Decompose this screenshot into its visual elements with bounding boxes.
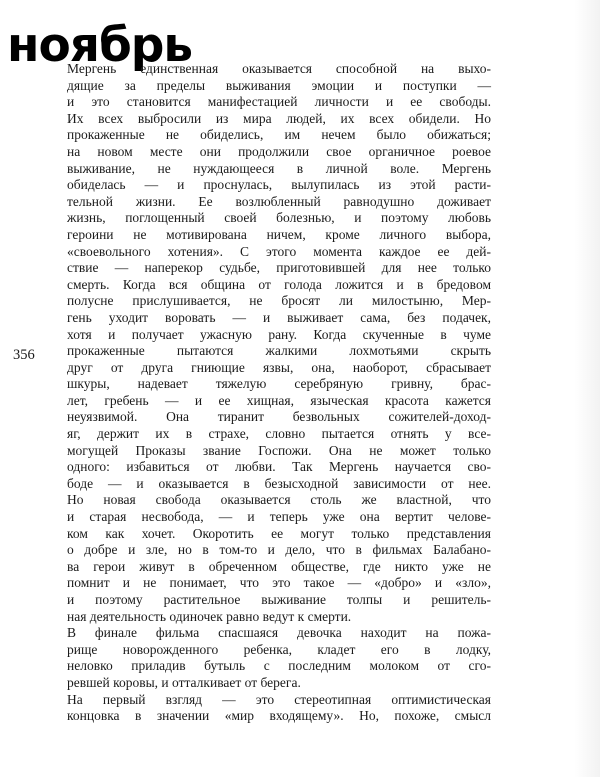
text-line: рище новорожденного ребенка, кладет его в лодку, (67, 641, 491, 657)
page-number: 356 (13, 347, 35, 363)
text-line: одного: избавиться от любви. Так Мергень научается сво- (67, 459, 491, 475)
text-line: обиделась — и проснулась, вылупилась из этой расти- (67, 177, 491, 193)
text-line: тельной жизни. Ее возлюбленный равнодушно доживает (67, 193, 491, 209)
text-line: концовка в значении «мир входящему». Но, похоже, смысл (67, 708, 491, 724)
text-line: ва герои живут в обреченном обществе, где никто уже не (67, 558, 491, 574)
text-line: жизнь, поглощенный своей болезнью, и поэтому любовь (67, 210, 491, 226)
text-line: ная деятельность одиночек равно ведут к смерти. (67, 608, 352, 624)
text-line: «своевольного хотения». С этого момента каждое ее дей- (67, 243, 491, 259)
text-line: ком как хочет. Окоротить ее могут только представления (67, 525, 491, 541)
text-line: полусне прислушивается, не бросят ли милостыню, Мер- (67, 293, 491, 309)
text-line: прокаженные пытаются жалкими лохмотьями скрыть (67, 343, 491, 359)
text-line: яг, держит их в страхе, словно пытается отнять у все- (67, 426, 491, 442)
paragraph (67, 692, 491, 725)
text-line: неловко приладив бутыль с последним молоком от сго- (67, 658, 491, 674)
paragraph (67, 61, 491, 625)
text-line: Мергень единственная оказывается способной на выхо- (67, 61, 491, 76)
text-line: хотя и получает ужасную рану. Когда скученные в чуме (67, 326, 491, 342)
text-line: ревшей коровы, и отталкивает от берега. (67, 674, 301, 690)
text-line: гень уходит воровать — и выживает сама, без подачек, (67, 309, 491, 325)
text-line: дящие за пределы выживания эмоции и поступки — (67, 77, 491, 93)
text-line: Их всех выбросили из мира людей, их всех обидели. Но (67, 110, 491, 126)
text-line: шкуры, надевает тяжелую серебряную гривну, брас- (67, 376, 491, 392)
text-line: выживание, не нуждающееся в личной воле. Мергень (67, 160, 491, 176)
text-line: помнит и не понимает, что это такое — «добро» и «зло», (67, 575, 491, 591)
text-line: Но новая свобода оказывается столь же властной, что (67, 492, 491, 508)
text-line: друг от друга гниющие язвы, она, наоборот, сбрасывает (67, 359, 491, 375)
page-edge-shadow (574, 0, 600, 777)
page-heading: ноябрь (7, 18, 193, 74)
text-line: неуязвимой. Она тиранит безвольных сожителей-доход- (67, 409, 491, 425)
text-line: и это становится манифестацией личности и ее свободы. (67, 94, 491, 110)
text-line: боде — и оказывается в безысходной зависимости от нее. (67, 475, 491, 491)
text-line: героини не мотивирована ничем, кроме личного выбора, (67, 226, 491, 242)
text-line: и поэтому растительное выживание толпы и решитель- (67, 592, 491, 607)
paragraph (67, 625, 491, 691)
text-line: на новом месте они продолжили свое органичное роевое (67, 143, 491, 159)
text-column (67, 61, 491, 725)
text-line: и старая несвобода, — и теперь уже она вертит челове- (67, 509, 491, 525)
text-line: лет, гребень — и ее хищная, языческая красота кажется (67, 392, 491, 408)
text-line: о добре и зле, но в том-то и дело, что в фильмах Балабано- (67, 542, 491, 558)
text-line: прокаженные не обиделись, им нечем было обижаться; (67, 127, 491, 143)
text-line: могущей Проказы звание Госпожи. Она не может только (67, 442, 491, 458)
text-line: смерть. Когда вся община от голода ложится и в бредовом (67, 276, 491, 292)
text-line: ствие — наперекор судьбе, приготовившей для нее только (67, 260, 491, 276)
text-line: На первый взгляд — это стереотипная оптимистическая (67, 691, 491, 707)
text-line: В финале фильма спасшаяся девочка находит на пожа- (67, 625, 491, 641)
